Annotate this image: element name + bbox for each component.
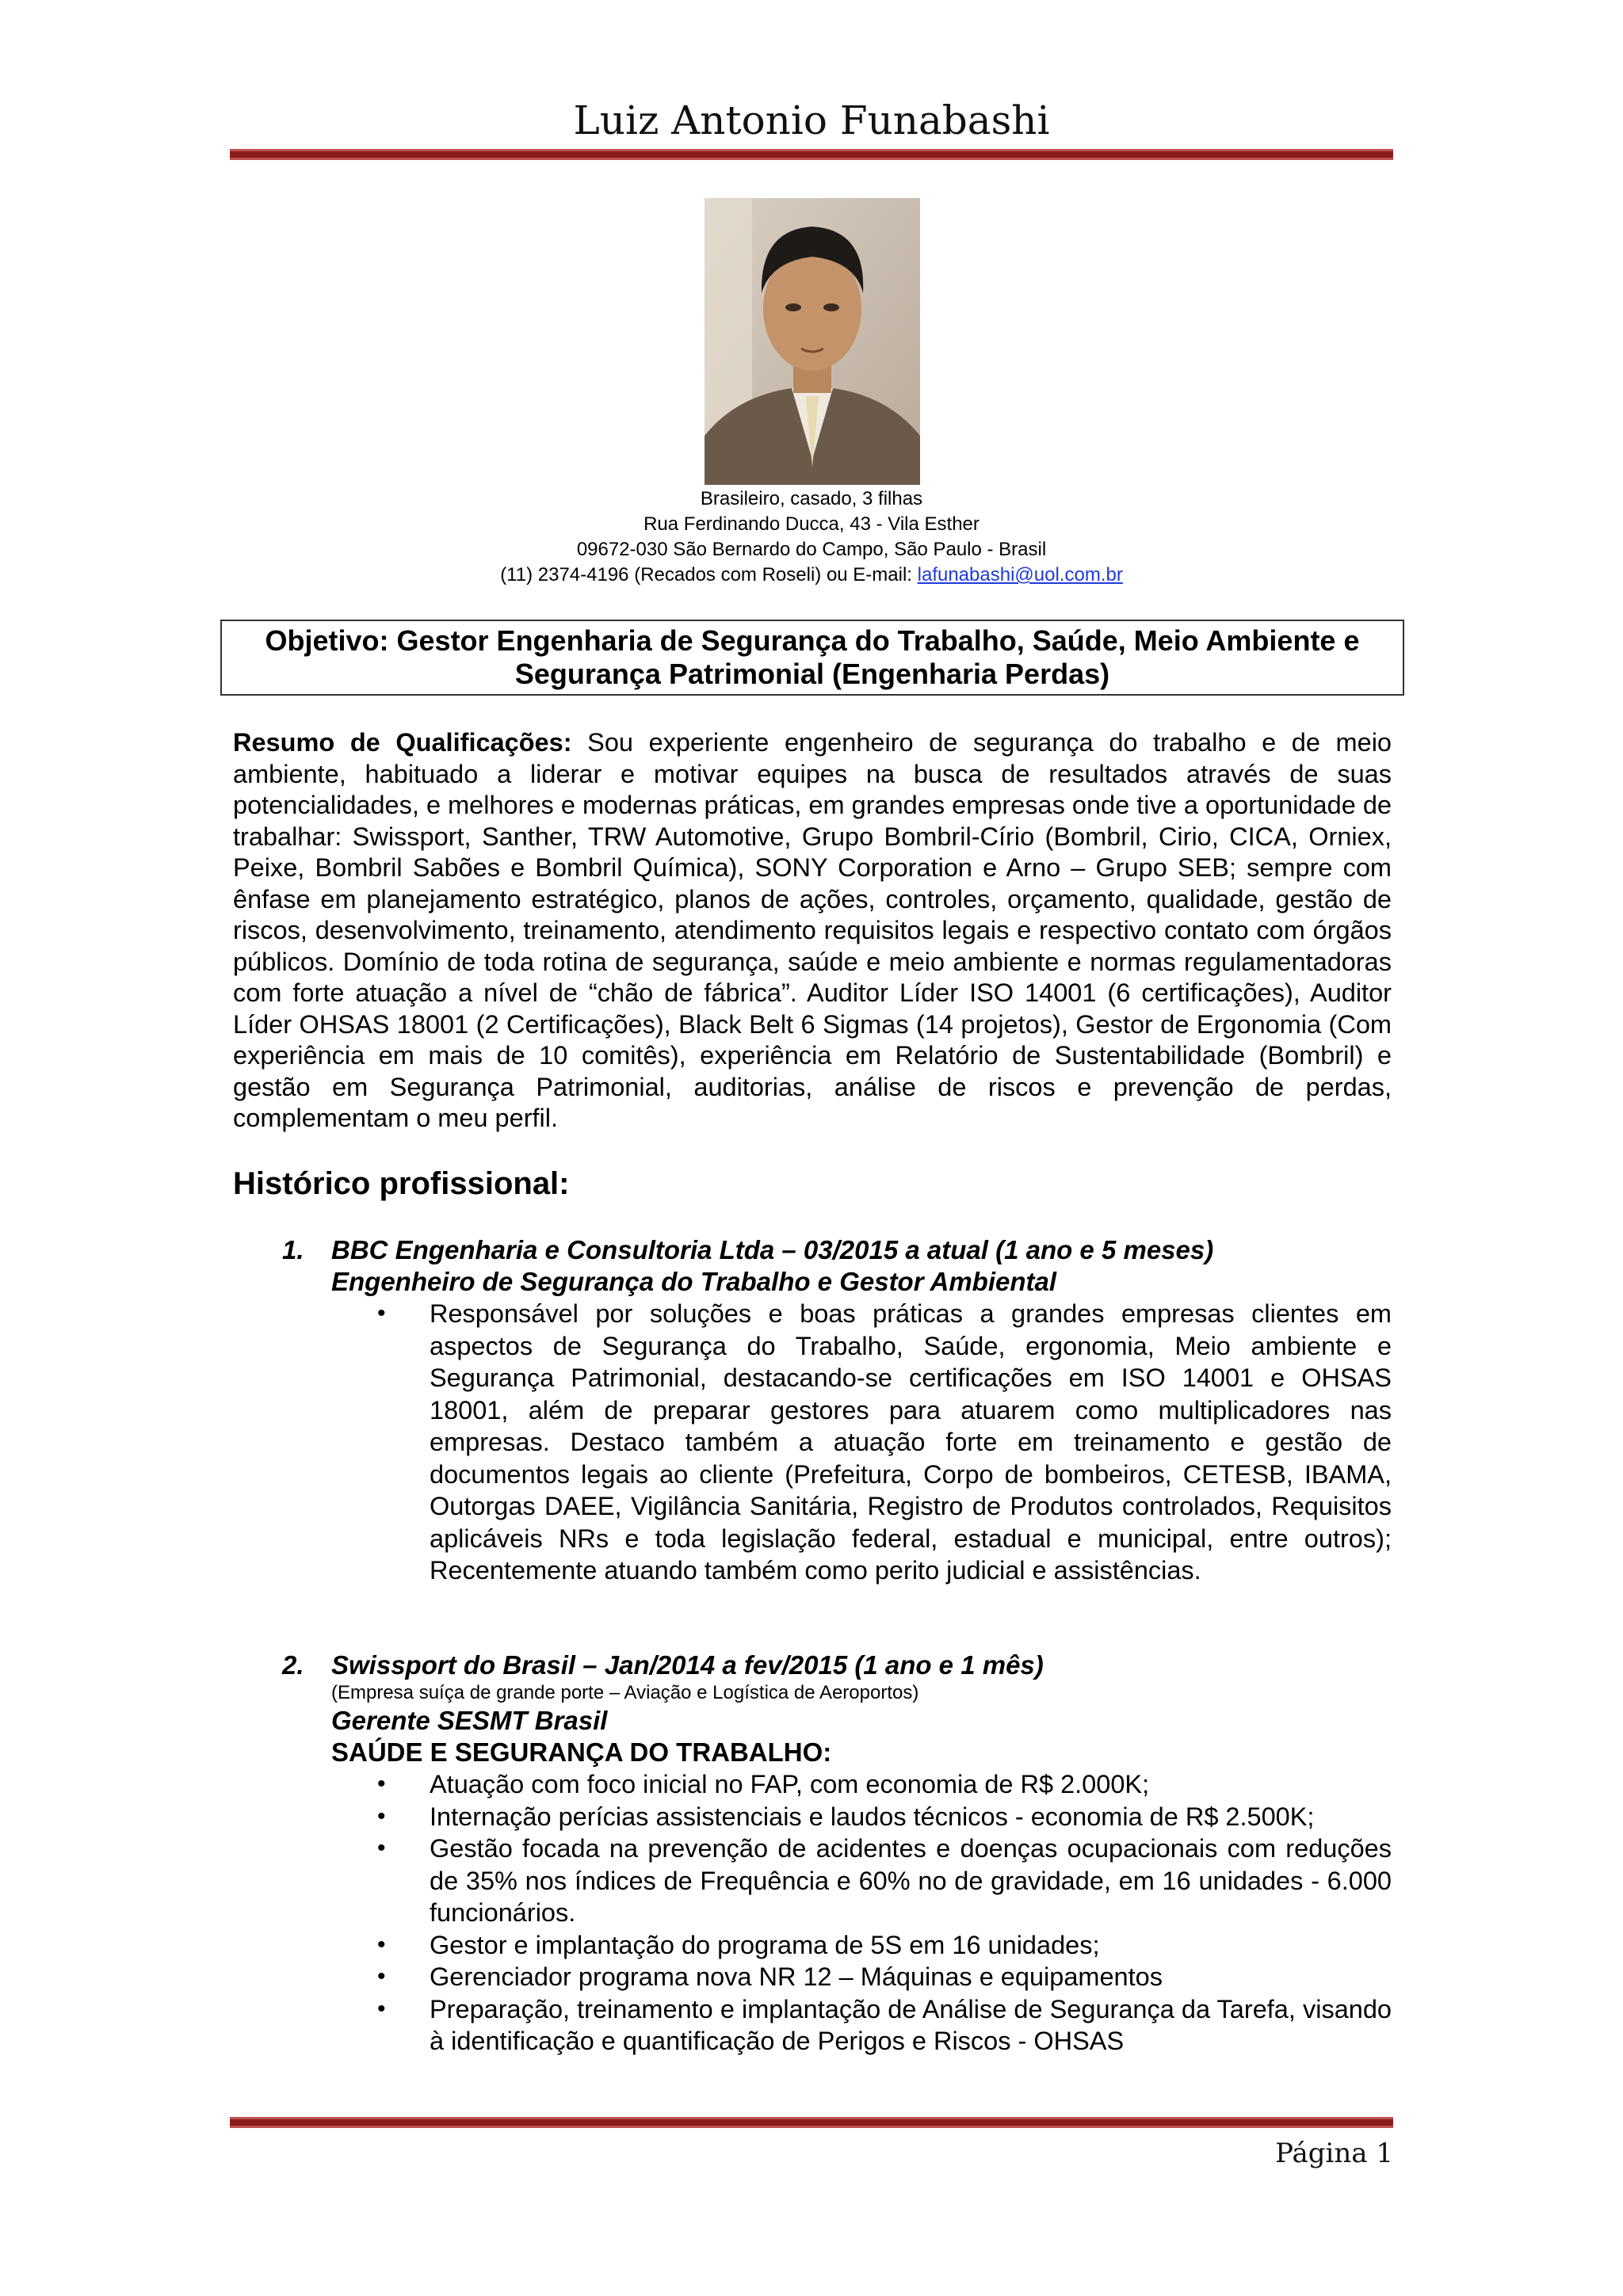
contact-address: Rua Ferdinando Ducca, 43 - Vila Esther (643, 513, 980, 535)
page-title: Luiz Antonio Funabashi (573, 97, 1050, 143)
bullet-text: Preparação, treinamento e implantação de Análise de Segurança da Tarefa, visando à identificação e quantificação de Perigos e Riscos - OHSAS (430, 1994, 1392, 2055)
job-entry (282, 1234, 1392, 1587)
header-divider (230, 149, 1393, 160)
contact-phone: (11) 2374-4196 (Recados com Roseli) ou E-mail: (500, 564, 918, 585)
job-number: 2. (282, 1650, 304, 1680)
contact-phone-email (0, 563, 1623, 588)
contact-info (0, 486, 1623, 588)
page-number: Página 1 (1275, 2138, 1393, 2169)
bullet-text: Responsável por soluções e boas práticas a grandes empresas clientes em aspectos de Segurança do Trabalho, Saúde, ergonomia, Meio ambiente e Segurança Patrimonial, destacando-se certificações em ISO 14001 e OHSAS 18001, além de preparar gestores para atuarem como multiplicadores nas empresas. Destaco também a atuação forte em treinamento e gestão de documentos legais ao cliente (Prefeitura, Corpo de bombeiros, CETESB, IBAMA, Outorgas DAEE, Vigilância Sanitária, Registro de Produtos controlados, Requisitos aplicáveis NRs e toda legislação federal, estadual e municipal, entre outros); Recentemente atuando também como perito judicial e assistências. (430, 1299, 1392, 1585)
job-company-note: (Empresa suíça de grande porte – Aviação e Logística de Aeroportos) (331, 1682, 919, 1703)
profile-photo (705, 198, 920, 485)
bullet-icon: • (377, 1963, 386, 1989)
job-company: Swissport do Brasil – Jan/2014 a fev/2015 (1 ano e 1 mês) (331, 1650, 1044, 1680)
job-role: Gerente SESMT Brasil (331, 1706, 608, 1735)
job-role: Engenheiro de Segurança do Trabalho e Gestor Ambiental (331, 1267, 1057, 1296)
job-company: BBC Engenharia e Consultoria Ltda – 03/2015 a atual (1 ano e 5 meses) (331, 1235, 1214, 1264)
list-item (377, 1993, 1392, 2058)
bullet-icon: • (377, 1931, 386, 1958)
contact-personal: Brasileiro, casado, 3 filhas (700, 488, 923, 509)
job-entry (282, 1650, 1392, 2058)
objective-box (220, 620, 1404, 696)
summary-text: Sou experiente engenheiro de segurança do trabalho e de meio ambiente, habituado a liderar e motivar equipes na busca de resultados através de suas potencialidades, e melhores e modernas práticas, em grandes empresas onde tive a oportunidade de trabalhar: Swissport, Santher, TRW Automotive, Grupo Bombril-Círio (Bombril, Cirio, CICA, Orniex, Peixe, Bombril Sabões e Bombril Química), SONY Corporation e Arno – Grupo SEB; sempre com ênfase em planejamento estratégico, planos de ações, controles, orçamento, qualidade, gestão de riscos, desenvolvimento, treinamento, atendimento requisitos legais e respectivo contato com órgãos públicos. Domínio de toda rotina de segurança, saúde e meio ambiente e normas regulamentadoras com forte atuação a nível de “chão de fábrica”. Auditor Líder ISO 14001 (6 certificações), Auditor Líder OHSAS 18001 (2 Certificações), Black Belt 6 Sigmas (14 projetos), Gestor de Ergonomia (Com experiência em mais de 10 comitês), experiência em Relatório de Sustentabilidade (Bombril) e gestão em Segurança Patrimonial, auditorias, análise de riscos e prevenção de perdas, complementam o meu perfil. (233, 728, 1392, 1132)
job-bullets (282, 1298, 1392, 1587)
list-item (377, 1801, 1392, 1833)
bullet-icon: • (377, 1995, 386, 2022)
footer-divider (230, 2117, 1393, 2128)
bullet-icon: • (377, 1771, 386, 1797)
contact-city: 09672-030 São Bernardo do Campo, São Paulo - Brasil (576, 539, 1047, 560)
summary-label: Resumo de Qualificações: (233, 728, 572, 757)
job-area-heading: SAÚDE E SEGURANÇA DO TRABALHO: (331, 1737, 832, 1767)
list-item (377, 1298, 1392, 1587)
bullet-text: Gerenciador programa nova NR 12 – Máquinas e equipamentos (430, 1962, 1163, 1991)
job-number: 1. (282, 1235, 304, 1264)
list-item (377, 1961, 1392, 1993)
list-item (377, 1929, 1392, 1962)
bullet-text: Atuação com foco inicial no FAP, com economia de R$ 2.000K; (430, 1770, 1150, 1798)
history-heading: Histórico profissional: (233, 1166, 570, 1201)
objective-line-1: Objetivo: Gestor Engenharia de Segurança do Trabalho, Saúde, Meio Ambiente e (265, 624, 1360, 657)
bullet-icon: • (377, 1835, 386, 1861)
job-bullets (282, 1768, 1392, 2058)
bullet-icon: • (377, 1802, 386, 1829)
bullet-text: Gestor e implantação do programa de 5S em 16 unidades; (430, 1930, 1100, 1959)
list-item (377, 1833, 1392, 1929)
list-item (377, 1768, 1392, 1801)
objective-line-2: Segurança Patrimonial (Engenharia Perdas) (514, 658, 1110, 690)
qualifications-summary (233, 727, 1392, 1135)
bullet-text: Internação perícias assistenciais e laudos técnicos - economia de R$ 2.500K; (430, 1802, 1315, 1831)
bullet-icon: • (377, 1300, 386, 1326)
bullet-text: Gestão focada na prevenção de acidentes e doenças ocupacionais com reduções de 35% nos índices de Frequência e 60% no de gravidade, em 16 unidades - 6.000 funcionários. (430, 1834, 1392, 1927)
email-link[interactable]: lafunabashi@uol.com.br (917, 564, 1123, 585)
